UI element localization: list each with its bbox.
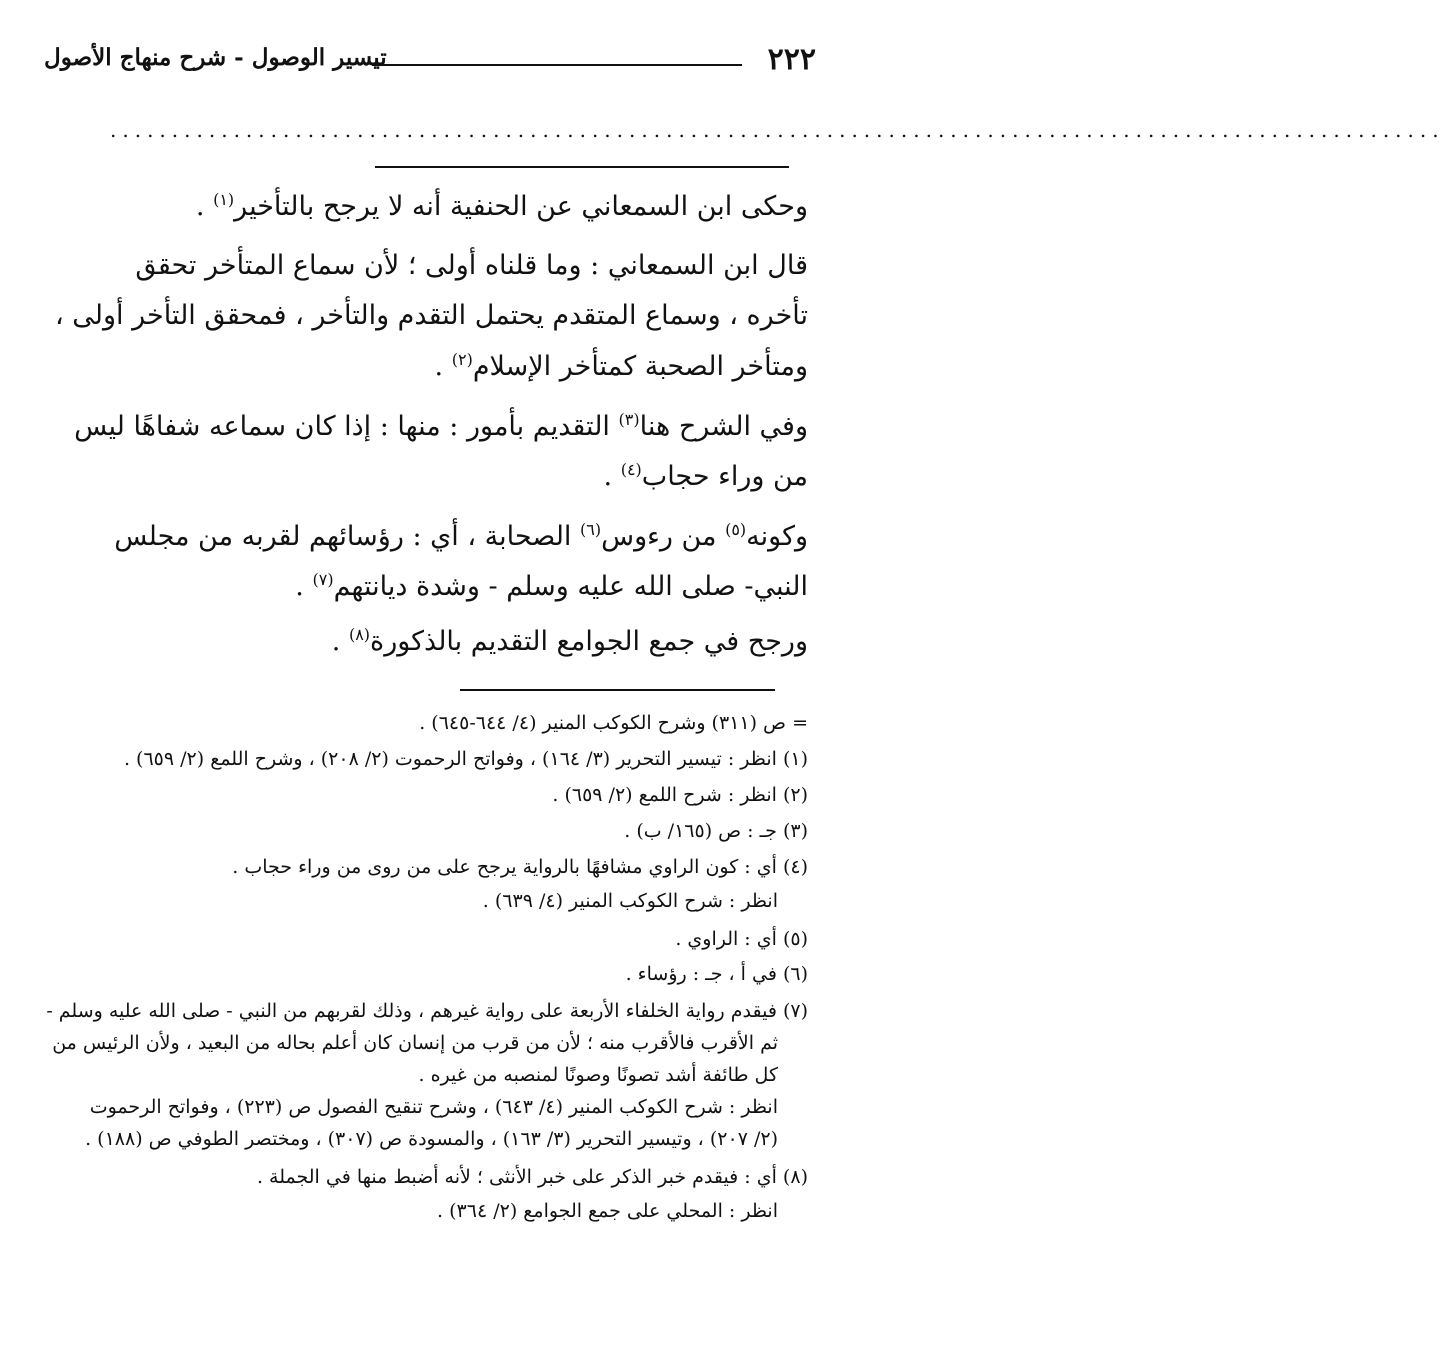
period: . <box>603 461 613 492</box>
period: . <box>434 351 444 382</box>
dotted-separator: ............................................................................................................ <box>110 118 1445 142</box>
main-text: من رءوس <box>601 521 717 552</box>
top-rule <box>375 166 789 168</box>
period: . <box>295 571 304 602</box>
main-line-4 <box>435 350 808 382</box>
main-text: الصحابة ، أي : رؤسائهم لقربه من مجلس <box>114 521 572 552</box>
main-text: قال ابن السمعاني : وما قلناه أولى ؛ لأن سماع المتأخر تحقق <box>135 250 808 281</box>
footnote-line: = ص (٣١١) وشرح الكوكب المنير (٤/ ٦٤٤-٦٤٥) . <box>419 712 808 734</box>
main-text: وفي الشرح هنا <box>639 411 808 442</box>
main-line-7 <box>114 520 808 552</box>
main-text: تأخره ، وسماع المتقدم يحتمل التقدم والتأخر ، فمحقق التأخر أولى ، <box>54 300 808 331</box>
main-line-3 <box>55 300 808 331</box>
main-text: النبي- صلى الله عليه وسلم - وشدة ديانتهم <box>333 571 808 602</box>
main-text: التقديم بأمور : منها : إذا كان سماعه شفاهًا ليس <box>74 411 610 442</box>
footnote-ref: (٥) <box>725 520 747 539</box>
footnote-line: (٢/ ٢٠٧) ، وتيسير التحرير (٣/ ١٦٣) ، والمسودة ص (٣٠٧) ، ومختصر الطوفي ص (١٨٨) . <box>85 1128 778 1150</box>
footnote-line: كل طائفة أشد تصونًا وصونًا لمنصبه من غيره . <box>418 1064 778 1086</box>
footnote-line: (٦) في أ ، جـ : رؤساء . <box>625 963 808 985</box>
footnote-ref: (٤) <box>620 460 642 479</box>
footnote-line: انظر : شرح الكوكب المنير (٤/ ٦٣٩) . <box>482 890 778 912</box>
main-line-9 <box>332 625 808 657</box>
running-title: تيسير الوصول - شرح منهاج الأصول <box>44 44 387 71</box>
footnote-line: (١) انظر : تيسير التحرير (٣/ ١٦٤) ، وفواتح الرحموت (٢/ ٢٠٨) ، وشرح اللمع (٢/ ٦٥٩) . <box>123 748 808 770</box>
main-text: ورجح في جمع الجوامع التقديم بالذكورة <box>370 626 808 657</box>
main-text: ومتأخر الصحبة كمتأخر الإسلام <box>472 351 808 382</box>
main-text: وكونه <box>746 521 808 552</box>
footnote-line: ثم الأقرب فالأقرب منه ؛ لأن من قرب من إنسان كان أعلم بحاله من البعيد ، ولأن الرئيس من <box>52 1032 778 1054</box>
footnote-line: (٨) أي : فيقدم خبر الذكر على خبر الأنثى ؛ لأنه أضبط منها في الجملة . <box>256 1166 808 1188</box>
footnote-line: (٥) أي : الراوي . <box>675 928 808 950</box>
footnote-separator <box>460 689 775 691</box>
footnote-ref: (٣) <box>618 410 640 429</box>
header-rule <box>372 64 742 66</box>
main-line-6 <box>604 460 809 492</box>
footnote-ref: (١) <box>213 190 235 209</box>
footnote-ref: (٧) <box>312 570 334 589</box>
footnote-line: (٣) جـ : ص (١٦٥/ ب) . <box>624 820 808 842</box>
footnote-ref: (٢) <box>451 350 473 369</box>
period: . <box>331 626 341 657</box>
main-line-2 <box>135 250 808 281</box>
footnote-line: (٤) أي : كون الراوي مشافهًا بالرواية يرجح على من روى من وراء حجاب . <box>232 856 808 878</box>
footnote-line: انظر : المحلي على جمع الجوامع (٢/ ٣٦٤) . <box>437 1200 778 1222</box>
footnote-ref: (٦) <box>580 520 602 539</box>
main-text: وحكى ابن السمعاني عن الحنفية أنه لا يرجح بالتأخير <box>234 191 808 222</box>
footnote-ref: (٨) <box>348 625 371 644</box>
main-text: من وراء حجاب <box>641 461 808 492</box>
main-line-1 <box>196 190 808 222</box>
main-line-8 <box>295 570 808 602</box>
main-line-5 <box>74 410 808 442</box>
period: . <box>195 191 205 222</box>
page-number: ٢٢٢ <box>767 42 816 77</box>
footnote-line: (٢) انظر : شرح اللمع (٢/ ٦٥٩) . <box>552 784 808 806</box>
footnote-line: انظر : شرح الكوكب المنير (٤/ ٦٤٣) ، وشرح تنقيح الفصول ص (٢٢٣) ، وفواتح الرحموت <box>89 1096 778 1118</box>
footnote-line: (٧) فيقدم رواية الخلفاء الأربعة على رواية غيرهم ، وذلك لقربهم من النبي - صلى الله عليه وسلم - <box>46 1000 808 1022</box>
